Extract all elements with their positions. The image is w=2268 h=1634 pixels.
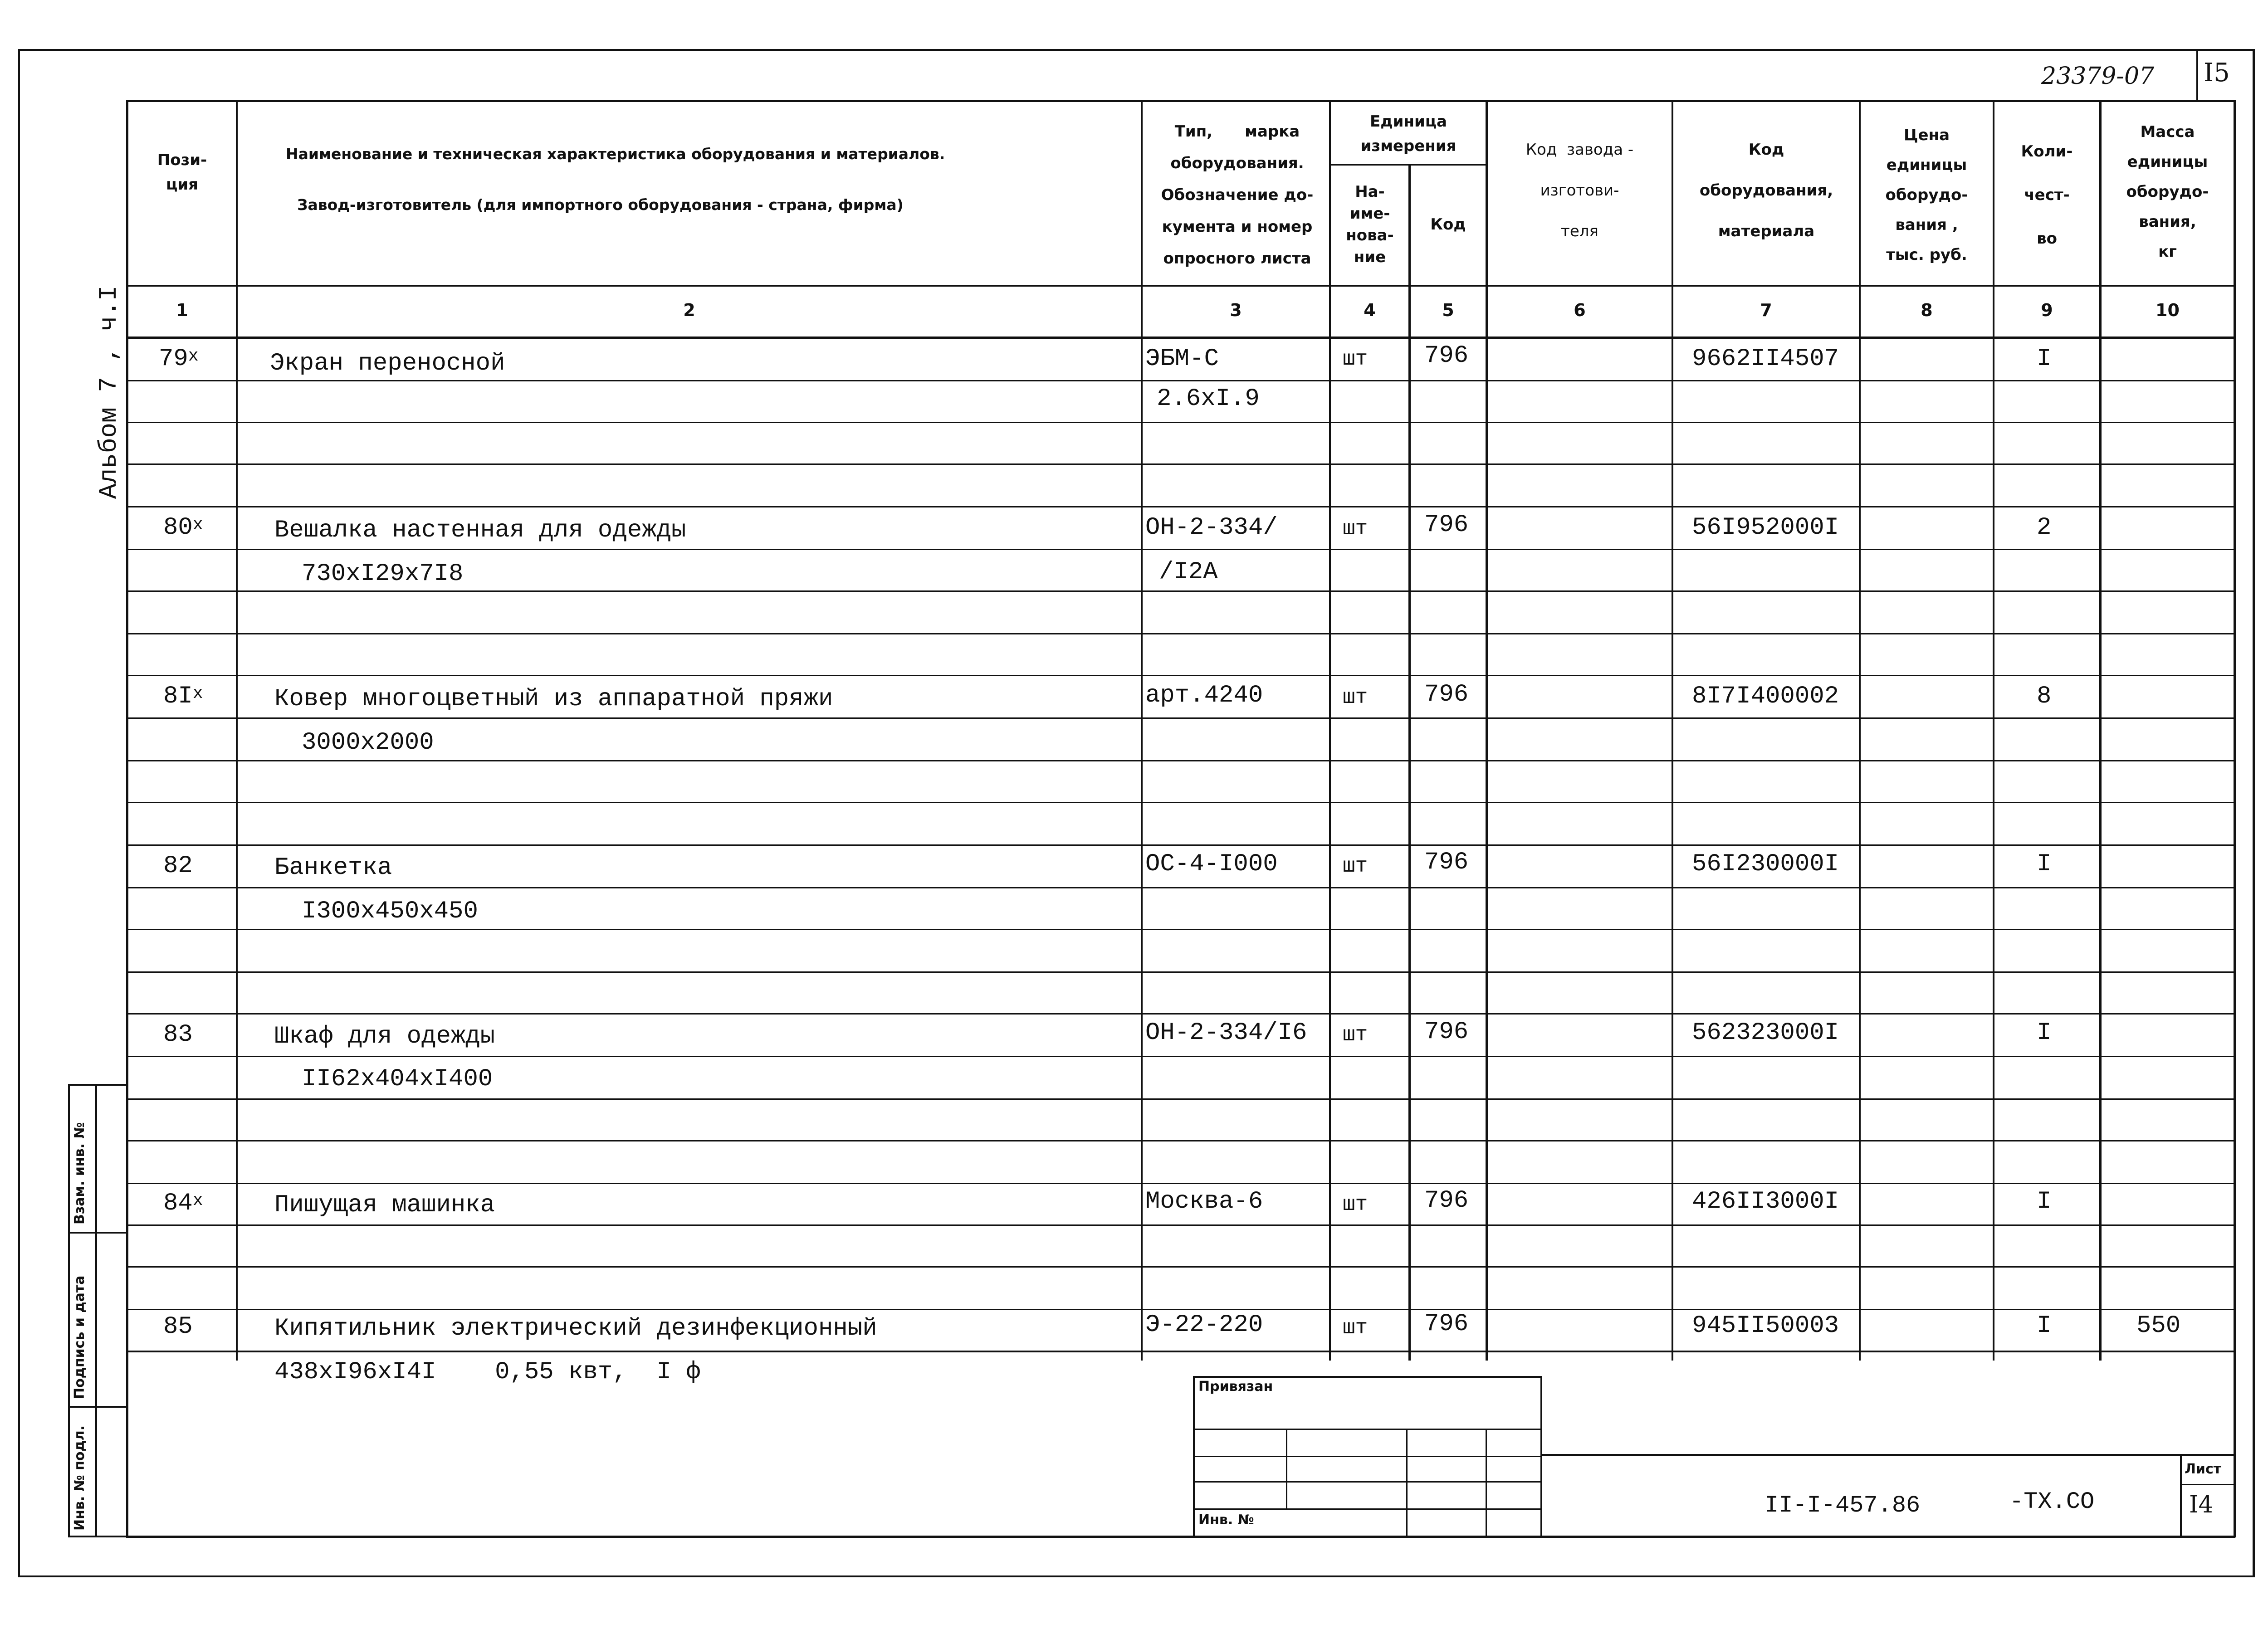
row-85-name: Кипятильник электрический дезинфекционный (274, 1315, 877, 1342)
header-price: Цена единицы оборудо- вания , тыс. руб. (1885, 126, 1968, 264)
col-number-7: 7 (1760, 300, 1772, 320)
col-line-7 (1859, 100, 1861, 1361)
stamp-replace-inv: Взам. инв. № (72, 1122, 88, 1224)
row-81-position: $8I^x$ (163, 683, 203, 710)
row-line (126, 1056, 2235, 1057)
row-line (126, 760, 2235, 761)
row-81-qty: 8 (2037, 683, 2052, 710)
table-top (126, 100, 2235, 102)
row-line (126, 887, 2235, 888)
designation-suffix: -TX.CO (2009, 1488, 2095, 1515)
stamp-mid-line (95, 1084, 97, 1536)
row-line (126, 1183, 2235, 1184)
linked-box-line (1193, 1508, 1542, 1510)
row-line (126, 802, 2235, 803)
col-number-2: 2 (683, 300, 695, 320)
row-85-type: Э-22-220 (1145, 1311, 1263, 1339)
row-85-name-2: 438xI96xI4I 0,55 квт, I ф (274, 1358, 701, 1386)
linked-box-line (1193, 1456, 1542, 1457)
row-84-name: Пишущая машинка (274, 1191, 495, 1219)
header-unit-name: На- име- нова- ние (1346, 183, 1394, 266)
row-83-type: ОН-2-334/I6 (1145, 1019, 1307, 1047)
row-line (126, 1266, 2235, 1268)
row-79-code: 796 (1424, 342, 1469, 370)
page-number-top: I5 (2204, 58, 2230, 88)
inv-label: Инв. № (1198, 1512, 1254, 1528)
row-82-name: Банкетка (274, 854, 392, 882)
col-number-6: 6 (1574, 300, 1586, 320)
linked-box-top (1193, 1376, 1542, 1378)
col-number-5: 5 (1442, 300, 1454, 320)
header-type: Тип, марка оборудования. Обозначение до- кумента и номер опросного листа (1161, 122, 1314, 268)
sheet-label: Лист (2185, 1461, 2222, 1477)
row-79-position: 79$^x$ (159, 345, 199, 373)
col-number-4: 4 (1364, 300, 1376, 320)
row-81-name-2: 3000x2000 (302, 729, 434, 756)
stamp-top-line (68, 1084, 127, 1086)
row-84-type: Москва-6 (1145, 1188, 1263, 1215)
header-material-code: Код оборудования, материала (1699, 141, 1833, 240)
row-81-material-code: 8I7I400002 (1692, 683, 1839, 710)
row-79-qty: I (2037, 345, 2052, 373)
row-80-position: 80$^x$ (163, 514, 203, 541)
sheet-box-line (2180, 1484, 2235, 1485)
row-79-type-2: 2.6xI.9 (1157, 385, 1260, 413)
doc-number-top: 23379-07 (2041, 63, 2155, 90)
frame-right (2253, 49, 2255, 1577)
table-bottom (126, 1536, 2235, 1538)
stamp-line (68, 1232, 127, 1234)
page-box-divider (2196, 49, 2198, 101)
row-83-unit: шт (1343, 1023, 1368, 1047)
row-80-type: ОН-2-334/ (1145, 514, 1278, 541)
row-83-name: Шкаф для одежды (274, 1023, 495, 1050)
row-line (126, 1224, 2235, 1226)
row-81-unit: шт (1343, 686, 1368, 709)
col-number-9: 9 (2041, 300, 2053, 320)
col-line-3 (1329, 100, 1331, 1361)
row-79-unit: шт (1343, 347, 1368, 371)
row-line (126, 506, 2235, 507)
row-82-qty: I (2037, 850, 2052, 878)
col-line-4 (1408, 166, 1411, 1361)
linked-box-line (1193, 1481, 1542, 1483)
row-83-material-code: 562323000I (1692, 1019, 1839, 1047)
row-84-material-code: 426II3000I (1692, 1188, 1839, 1215)
row-84-qty: I (2037, 1188, 2052, 1215)
row-line (126, 380, 2235, 381)
col-line-5 (1486, 100, 1488, 1361)
row-80-unit: шт (1343, 517, 1368, 541)
col-line-1 (236, 100, 238, 1361)
linked-box-col (1486, 1429, 1487, 1536)
row-82-type: ОС-4-I000 (1145, 850, 1278, 878)
row-84-unit: шт (1343, 1193, 1368, 1216)
row-80-name-2: 730xI29x7I8 (302, 560, 464, 588)
row-80-type-2: /I2A (1159, 558, 1218, 586)
row-79-name: Экран переносной (270, 350, 505, 377)
col-number-1: 1 (176, 300, 188, 320)
row-85-material-code: 945II50003 (1692, 1312, 1839, 1340)
stamp-inv-original: Инв. № подл. (72, 1425, 88, 1531)
unit-group-line (1329, 164, 1488, 166)
row-83-position: 83 (163, 1021, 193, 1049)
frame-top (18, 49, 2254, 51)
col-line-6 (1672, 100, 1673, 1361)
header-position: Пози- ция (157, 151, 207, 194)
linked-box-col (1286, 1429, 1287, 1508)
col-line-9 (2099, 100, 2102, 1361)
row-line (126, 590, 2235, 592)
row-84-position: 84$^x$ (163, 1190, 203, 1217)
row-80-name: Вешалка настенная для одежды (274, 517, 686, 544)
row-85-qty: I (2037, 1312, 2052, 1340)
row-line (126, 929, 2235, 930)
row-83-qty: I (2037, 1019, 2052, 1047)
frame-left (18, 49, 20, 1577)
row-line (126, 971, 2235, 973)
row-line (126, 1309, 2235, 1310)
row-82-material-code: 56I230000I (1692, 850, 1839, 878)
row-83-code: 796 (1424, 1018, 1469, 1046)
row-line (126, 1351, 2235, 1352)
row-82-position: 82 (163, 852, 193, 880)
row-82-code: 796 (1424, 849, 1469, 876)
row-85-mass: 550 (2136, 1312, 2181, 1340)
header-unit-group: Единица измерения (1360, 112, 1457, 155)
row-line (126, 1140, 2235, 1141)
header-bottom (126, 285, 2235, 287)
row-line (126, 717, 2235, 719)
row-line (126, 1013, 2235, 1015)
numbers-bottom (126, 337, 2235, 339)
linked-box-line (1193, 1429, 1542, 1430)
row-line (126, 549, 2235, 550)
row-81-type: арт.4240 (1145, 682, 1263, 709)
row-line (126, 844, 2235, 846)
designation: II-I-457.86 (1765, 1492, 1921, 1519)
sheet-number: I4 (2189, 1491, 2214, 1518)
frame-bottom (18, 1575, 2254, 1577)
row-line (126, 1098, 2235, 1100)
col-line-2 (1141, 100, 1143, 1361)
row-line (126, 675, 2235, 676)
title-strip-top (1542, 1454, 2235, 1456)
row-84-code: 796 (1424, 1187, 1469, 1215)
header-qty: Коли- чест- во (2021, 142, 2073, 248)
linked-label: Привязан (1198, 1379, 1273, 1395)
header-factory-code: Код завода - изготови- теля (1525, 141, 1634, 240)
header-name-line1: Наименование и техническая характеристика оборудования и материалов. (286, 145, 945, 163)
row-85-unit: шт (1343, 1316, 1368, 1340)
sheet-box-left (2180, 1454, 2182, 1536)
header-name-line2: Завод-изготовитель (для импортного оборудования - страна, фирма) (297, 196, 904, 214)
row-81-name: Ковер многоцветный из аппаратной пряжи (274, 685, 833, 713)
row-79-material-code: 9662II4507 (1692, 345, 1839, 373)
row-83-name-2: II62x404xI400 (302, 1065, 493, 1093)
row-80-qty: 2 (2037, 514, 2052, 541)
header-mass: Масса единицы оборудо- вания, кг (2126, 123, 2209, 261)
stamp-signature-date: Подпись и дата (72, 1275, 88, 1399)
col-number-8: 8 (1921, 300, 1933, 320)
stamp-bottom-line (68, 1536, 127, 1537)
row-80-code: 796 (1424, 511, 1469, 539)
row-82-name-2: I300x450x450 (302, 897, 478, 925)
col-line-8 (1993, 100, 1994, 1361)
stamp-line (68, 1406, 127, 1408)
row-82-unit: шт (1343, 854, 1368, 878)
col-number-10: 10 (2156, 300, 2180, 320)
row-79-type: ЭБМ-С (1145, 345, 1219, 373)
col-number-3: 3 (1230, 300, 1242, 320)
row-85-position: 85 (163, 1313, 193, 1341)
row-81-code: 796 (1424, 681, 1469, 708)
row-80-material-code: 56I952000I (1692, 514, 1839, 541)
row-line (126, 463, 2235, 465)
linked-box-col (1406, 1429, 1408, 1536)
header-unit-code: Код (1430, 215, 1466, 234)
row-line (126, 422, 2235, 423)
row-line (126, 633, 2235, 634)
album-label: Альбом 7 , ч.I (94, 285, 123, 499)
table-right (2234, 100, 2236, 1537)
stamp-left-line (68, 1084, 70, 1536)
row-85-code: 796 (1424, 1310, 1469, 1338)
